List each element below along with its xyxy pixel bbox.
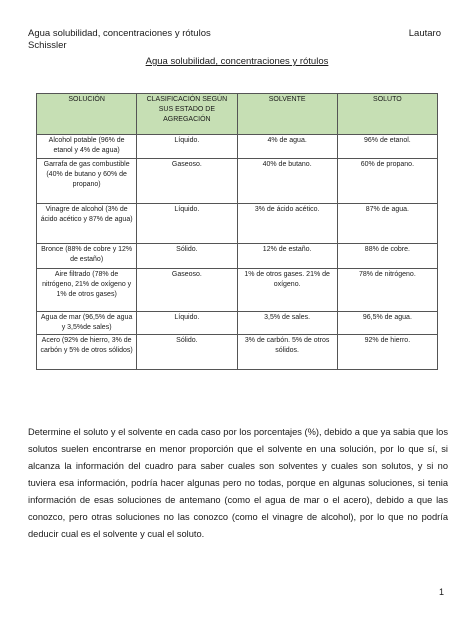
cell-solvente: 3% de carbón. 5% de otros sólidos.	[237, 335, 337, 370]
cell-soluto: 78% de nitrógeno.	[337, 269, 437, 312]
cell-solucion: Vinagre de alcohol (3% de ácido acético y 87% de agua)	[37, 204, 137, 244]
cell-clasificacion: Gaseoso.	[137, 159, 237, 204]
cell-solvente: 1% de otros gases. 21% de oxígeno.	[237, 269, 337, 312]
page-number: 1	[438, 587, 444, 597]
table-row	[37, 312, 438, 335]
cell-solucion: Bronce (88% de cobre y 12% de estaño)	[37, 244, 137, 269]
cell-soluto: 60% de propano.	[337, 159, 437, 204]
table-row	[37, 244, 438, 269]
cell-solucion: Garrafa de gas combustible (40% de butano y 60% de propano)	[37, 159, 137, 204]
cell-soluto: 87% de agua.	[337, 204, 437, 244]
cell-solvente: 40% de butano.	[237, 159, 337, 204]
cell-solvente: 12% de estaño.	[237, 244, 337, 269]
column-header-soluto: SOLUTO	[337, 94, 437, 135]
cell-solvente: 3,5% de sales.	[237, 312, 337, 335]
header-author-name: Lautaro	[408, 28, 441, 39]
document-title: Agua solubilidad, concentraciones y rótulos	[145, 56, 329, 67]
cell-soluto: 96,5% de agua.	[337, 312, 437, 335]
cell-solucion: Agua de mar (96,5% de agua y 3,5%de sales)	[37, 312, 137, 335]
table-row	[37, 204, 438, 244]
cell-soluto: 88% de cobre.	[337, 244, 437, 269]
cell-clasificacion: Sólido.	[137, 244, 237, 269]
solutions-table	[36, 93, 438, 370]
cell-solucion: Aire filtrado (78% de nitrógeno, 21% de oxígeno y 1% de otros gases)	[37, 269, 137, 312]
cell-soluto: 92% de hierro.	[337, 335, 437, 370]
table-row	[37, 335, 438, 370]
cell-solvente: 4% de agua.	[237, 135, 337, 159]
header-title: Agua solubilidad, concentraciones y rótulos	[28, 28, 211, 39]
cell-clasificacion: Líquido.	[137, 312, 237, 335]
table-header-row	[37, 94, 438, 135]
cell-clasificacion: Sólido.	[137, 335, 237, 370]
header-left	[28, 28, 211, 52]
table-row	[37, 269, 438, 312]
column-header-solucion: SOLUCIÓN	[37, 94, 137, 135]
cell-clasificacion: Líquido.	[137, 204, 237, 244]
column-header-solvente: SOLVENTE	[237, 94, 337, 135]
column-header-clasificacion: CLASIFICACIÓN SEGÚN SUS ESTADO DE AGREGACIÓN	[137, 94, 237, 135]
table-row	[37, 159, 438, 204]
cell-clasificacion: Líquido.	[137, 135, 237, 159]
conclusion-paragraph: Determine el soluto y el solvente en cada caso por los porcentajes (%), debido a que ya sabia que los solutos suelen encontrarse en menor proporción que el solvente en una solución, por lo que sí, si alcanza la información del cuadro para saber cuales son solventes y cuales son solutos, y si no tuviera esa información, podría hacer algunas pero no todas, porque en algunas soluciones, si tenia información de esas soluciones de antemano (como el agua de mar o el acero), debido a que las conozco, pero otras soluciones no las conozco (como el vinagre de alcohol), por lo que no podría deducir cual es el solvente y cual el soluto.	[28, 427, 448, 540]
cell-solucion: Acero (92% de hierro, 3% de carbón y 5% de otros sólidos)	[37, 335, 137, 370]
cell-solvente: 3% de ácido acético.	[237, 204, 337, 244]
header-author-surname: Schissler	[28, 40, 67, 51]
cell-soluto: 96% de etanol.	[337, 135, 437, 159]
cell-clasificacion: Gaseoso.	[137, 269, 237, 312]
table-row	[37, 135, 438, 159]
cell-solucion: Alcohol potable (96% de etanol y 4% de agua)	[37, 135, 137, 159]
